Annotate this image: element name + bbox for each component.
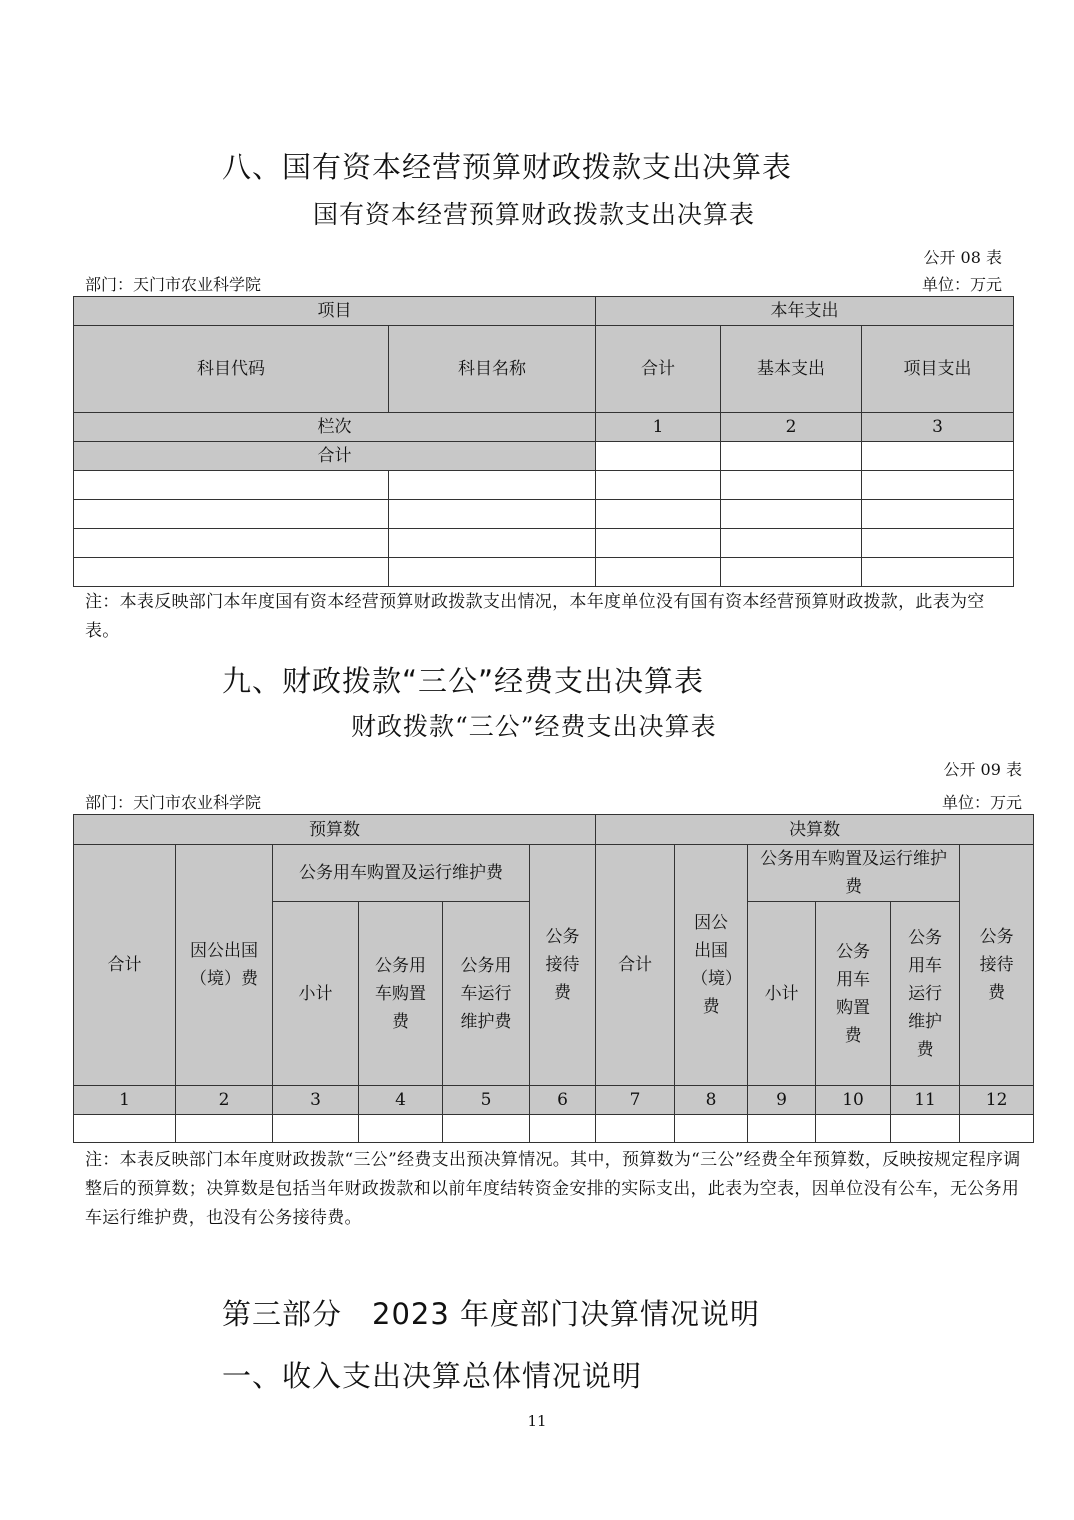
header-final-vehicle-purchase: 公务用车购置费 (816, 902, 891, 1086)
part3-sub-heading: 一、收入支出决算总体情况说明 (222, 1359, 643, 1393)
column-number: 10 (816, 1086, 891, 1115)
column-number: 9 (748, 1086, 816, 1115)
section9-title: 财政拨款“三公”经费支出决算表 (351, 712, 717, 741)
header-final-subtotal: 小计 (748, 902, 816, 1086)
part3-heading: 第三部分 2023 年度部门决算情况说明 (222, 1297, 761, 1331)
state-capital-expenditure-table (73, 296, 1014, 587)
column-number: 4 (359, 1086, 443, 1115)
header-current-year-expenditure: 本年支出 (596, 297, 1014, 326)
column-number: 12 (960, 1086, 1034, 1115)
column-number: 2 (176, 1086, 273, 1115)
header-subject-code: 科目代码 (74, 326, 389, 413)
header-basic-expenditure: 基本支出 (721, 326, 862, 413)
section9-unit: 单位：万元 (941, 793, 1022, 812)
section9-department: 部门：天门市农业科学院 (85, 793, 262, 812)
table-row (74, 1115, 1034, 1143)
column-number: 1 (74, 1086, 176, 1115)
header-final-overseas-trip: 因公出国（境）费 (675, 845, 748, 1086)
column-number: 1 (596, 413, 721, 442)
column-number: 3 (862, 413, 1014, 442)
table-row (74, 529, 1014, 558)
header-final-reception: 公务接待费 (960, 845, 1034, 1086)
section9-note: 注：本表反映部门本年度财政拨款“三公”经费支出预决算情况。其中，预算数为“三公”经费全年预算数，反映按规定程序调整后的预算数；决算数是包括当年财政拨款和以前年度结转资金安排的实际支出，此表为空表，因单位没有公车，无公务用车运行维护费，也没有公务接待费。 (85, 1150, 1021, 1228)
header-budget-total: 合计 (74, 845, 176, 1086)
header-budget-vehicle-purchase: 公务用车购置费 (359, 902, 443, 1086)
header-total: 合计 (596, 326, 721, 413)
header-budget-vehicle-group: 公务用车购置及运行维护费 (273, 845, 530, 902)
column-number: 11 (891, 1086, 960, 1115)
section8-form-number: 公开 08 表 (923, 248, 1002, 267)
table-cell (862, 442, 1014, 471)
section8-unit: 单位：万元 (921, 275, 1002, 294)
column-number: 8 (675, 1086, 748, 1115)
section8-heading: 八、国有资本经营预算财政拨款支出决算表 (222, 150, 793, 184)
row-total-label: 合计 (74, 442, 596, 471)
section9-form-number: 公开 09 表 (943, 760, 1022, 779)
column-number: 5 (443, 1086, 530, 1115)
page-number: 11 (527, 1412, 547, 1430)
header-budget-vehicle-running: 公务用车运行维护费 (443, 902, 530, 1086)
table-cell (721, 442, 862, 471)
header-budget: 预算数 (74, 815, 596, 845)
header-subject-name: 科目名称 (389, 326, 596, 413)
section8-title: 国有资本经营预算财政拨款支出决算表 (313, 200, 756, 229)
three-public-expenses-table (73, 814, 1034, 1143)
header-project-expenditure: 项目支出 (862, 326, 1014, 413)
table-cell (596, 442, 721, 471)
header-item: 项目 (74, 297, 596, 326)
header-final-vehicle-group: 公务用车购置及运行维护费 (748, 845, 960, 902)
header-final-vehicle-running: 公务用车运行维护费 (891, 902, 960, 1086)
column-number: 2 (721, 413, 862, 442)
section9-heading: 九、财政拨款“三公”经费支出决算表 (222, 664, 705, 698)
column-number: 3 (273, 1086, 359, 1115)
row-column-number-label: 栏次 (74, 413, 596, 442)
section8-note: 注：本表反映部门本年度国有资本经营预算财政拨款支出情况，本年度单位没有国有资本经营预算财政拨款，此表为空表。 (85, 592, 985, 641)
column-number: 7 (596, 1086, 675, 1115)
table-row (74, 471, 1014, 500)
header-budget-overseas-trip: 因公出国（境）费 (176, 845, 273, 1086)
header-budget-subtotal: 小计 (273, 902, 359, 1086)
table-row (74, 558, 1014, 587)
header-final-accounts: 决算数 (596, 815, 1034, 845)
column-number: 6 (530, 1086, 596, 1115)
header-budget-reception: 公务接待费 (530, 845, 596, 1086)
header-final-total: 合计 (596, 845, 675, 1086)
section8-department: 部门：天门市农业科学院 (85, 275, 262, 294)
table-row (74, 500, 1014, 529)
